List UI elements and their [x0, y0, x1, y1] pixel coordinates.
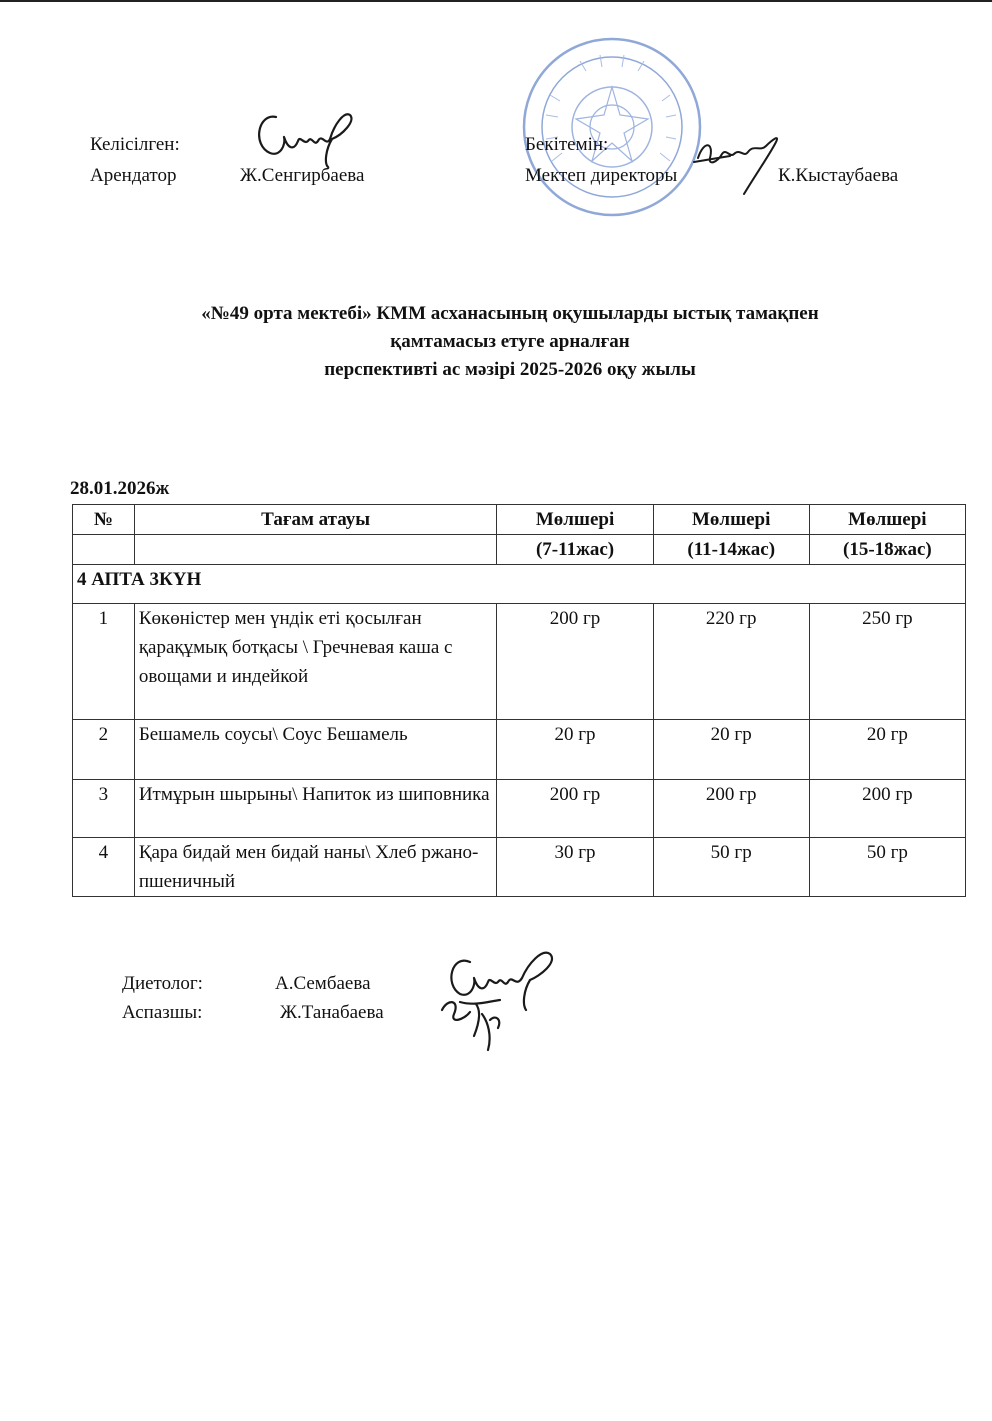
director-signature-graphic — [690, 128, 785, 198]
row-quantity-2: 220 гр — [653, 604, 809, 720]
header-dish-name: Тағам атауы — [134, 505, 497, 535]
dietitian-name: А.Сембаева — [275, 973, 371, 994]
section-row — [73, 565, 966, 604]
menu-date: 28.01.2026ж — [70, 478, 170, 499]
row-quantity-2: 200 гр — [653, 780, 809, 838]
official-stamp-graphic — [520, 35, 705, 220]
top-border-line — [0, 0, 992, 2]
document-title — [60, 300, 960, 384]
tenant-name: Ж.Сенгирбаева — [240, 165, 365, 186]
table-row — [73, 838, 966, 897]
tenant-signature-graphic — [248, 105, 360, 175]
header-age-1: (7-11жас) — [497, 535, 653, 565]
row-quantity-1: 200 гр — [497, 780, 653, 838]
header-age-2: (11-14жас) — [653, 535, 809, 565]
tenant-role: Арендатор — [90, 165, 177, 186]
header-quantity-1: Мөлшері — [497, 505, 653, 535]
row-quantity-3: 200 гр — [809, 780, 965, 838]
table-row — [73, 720, 966, 780]
cook-role: Аспазшы: — [122, 1002, 203, 1023]
age-empty-cell-2 — [134, 535, 497, 565]
header-number: № — [73, 505, 135, 535]
footer-signatures-graphic — [430, 940, 580, 1055]
title-line-3: перспективті ас мәзірі 2025-2026 оқу жылы — [324, 359, 696, 380]
agreed-label: Келісілген: — [90, 134, 180, 155]
table-row — [73, 780, 966, 838]
row-dish-name: Итмұрын шырыны\ Напиток из шиповника — [134, 780, 497, 838]
row-quantity-2: 50 гр — [653, 838, 809, 897]
row-number: 3 — [73, 780, 135, 838]
table-header-row — [73, 505, 966, 535]
row-dish-name: Көкөністер мен үндік еті қосылған қарақұмық ботқасы \ Гречневая каша с овощами и индейкой — [134, 604, 497, 720]
director-name: К.Кыстаубаева — [778, 165, 899, 186]
row-dish-name: Қара бидай мен бидай наны\ Хлеб ржано-пшеничный — [134, 838, 497, 897]
row-quantity-1: 30 гр — [497, 838, 653, 897]
header-quantity-2: Мөлшері — [653, 505, 809, 535]
header-quantity-3: Мөлшері — [809, 505, 965, 535]
row-quantity-1: 200 гр — [497, 604, 653, 720]
row-quantity-2: 20 гр — [653, 720, 809, 780]
row-quantity-3: 50 гр — [809, 838, 965, 897]
title-line-1: «№49 орта мектебі» КММ асханасының оқушыларды ыстық тамақпен — [201, 303, 819, 324]
row-quantity-3: 20 гр — [809, 720, 965, 780]
row-number: 2 — [73, 720, 135, 780]
section-label: 4 АПТА 3КҮН — [73, 565, 966, 604]
age-empty-cell-1 — [73, 535, 135, 565]
row-number: 4 — [73, 838, 135, 897]
title-line-2: қамтамасыз етуге арналған — [390, 331, 630, 352]
dietitian-role: Диетолог: — [122, 973, 203, 994]
cook-name: Ж.Танабаева — [280, 1002, 384, 1023]
header-age-3: (15-18жас) — [809, 535, 965, 565]
table-age-row — [73, 535, 966, 565]
row-quantity-1: 20 гр — [497, 720, 653, 780]
table-row — [73, 604, 966, 720]
row-quantity-3: 250 гр — [809, 604, 965, 720]
director-role: Мектеп директоры — [525, 165, 678, 186]
row-dish-name: Бешамель соусы\ Соус Бешамель — [134, 720, 497, 780]
approved-label: Бекітемін: — [525, 134, 609, 155]
row-number: 1 — [73, 604, 135, 720]
menu-table — [72, 504, 966, 897]
